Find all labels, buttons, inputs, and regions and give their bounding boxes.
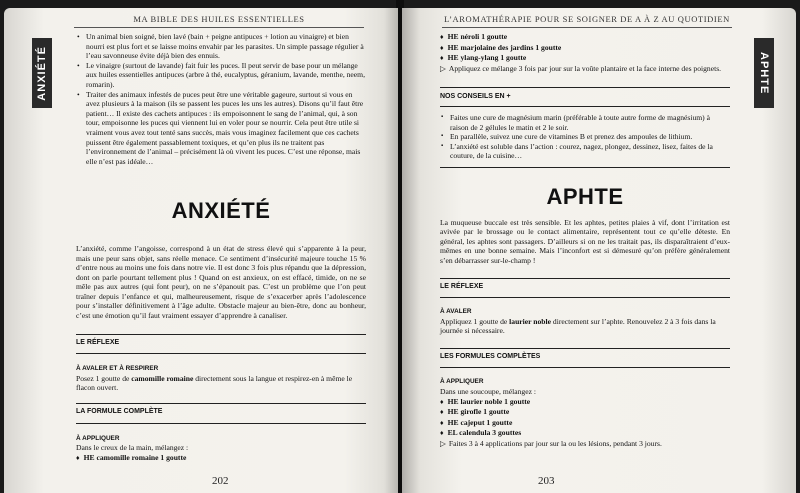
oil-name: camomille romaine <box>131 373 194 383</box>
drop-icon: ♦ <box>76 453 80 462</box>
usage-note <box>440 64 730 74</box>
section-heading-formule: LA FORMULE COMPLÈTE <box>76 403 366 417</box>
note-text: Appliquez ce mélange 3 fois par jour sur la voûte plantaire et la face interne des poignets. <box>448 63 722 73</box>
ingredient <box>76 453 366 464</box>
reflexe-text <box>76 374 366 393</box>
ingredient-label: HE laurier noble 1 goutte <box>447 396 531 406</box>
section-heading-formules: LES FORMULES COMPLÈTES <box>440 348 730 362</box>
divider <box>76 353 366 354</box>
intro-paragraph: La muqueuse buccale est très sensible. Et les aphtes, petites plaies à vif, dont l’irritation est avivée par le brossage ou le contact alimentaire, représentent tout ce qu’elle déteste. En général, les aphtes sont passagers. D’ailleurs si on ne les traitait pas, ils disparaîtraient d’eux-mêmes en une bonne semaine. Mais l’inconfort est si démesuré qu’on préfère généralement s’en débarrasser sur-le-champ ! <box>440 217 730 265</box>
subheading: À AVALER ET À RESPIRER <box>76 365 159 373</box>
usage-note <box>440 439 730 449</box>
drop-icon: ♦ <box>440 429 444 438</box>
ingredient-label: EL calendula 3 gouttes <box>447 428 522 438</box>
drop-icon: ♦ <box>440 33 444 41</box>
ingredient-label: HE marjolaine des jardins 1 goutte <box>447 42 562 52</box>
page-number: 203 <box>538 475 555 487</box>
right-content <box>440 32 730 449</box>
ingredient <box>440 418 730 429</box>
thumb-tab-label: APHTE <box>758 51 770 95</box>
page-number: 202 <box>212 475 229 487</box>
ingredient <box>440 32 730 43</box>
text: Appliquez 1 goutte de <box>440 316 510 326</box>
arrow-icon: ▷ <box>440 439 446 449</box>
subheading: À APPLIQUER <box>76 434 120 442</box>
ingredient-label: HE ylang-ylang 1 goutte <box>447 53 527 63</box>
oil-name: laurier noble <box>509 316 552 326</box>
ingredient <box>440 407 730 418</box>
ingredient <box>440 397 730 408</box>
ingredient <box>440 43 730 54</box>
list-item: • Traiter des animaux infestés de puces peut être une véritable gageure, surtout si vous en avez plusieurs à la maison (ils se passent les puces les uns les autres). Disons qu’il faut être patient… Il existe des cachets antipuces : ils empoisonnent le sang de l’animal, qui, à son tour, empoisonne les puces qui viennent lui en voler pour se nourrir. Cela peut être utile si vraiment vous avez tout tenté sans succès, mais vous imaginez facilement que ces cachets puissent être également passablement toxiques, et qu’en plus ils ne traitent pas l’environnement de l’animal – précisément là où vivent les puces. C’est une réponse, mais elle n’est pas idéale… <box>76 90 366 167</box>
list-item: • Le vinaigre (surtout de lavande) fait fuir les puces. Il peut servir de base pour un mélange aux huiles essentielles antipuces (arbre à thé, eucalyptus, géranium, lavande, menthe, neem, romarin). <box>76 61 366 90</box>
note-text: Faites 3 à 4 applications par jour sur la ou les lésions, pendant 3 jours. <box>448 439 662 449</box>
running-head-right: L’AROMATHÉRAPIE POUR SE SOIGNER DE A À Z AU QUOTIDIEN <box>444 14 730 24</box>
ingredient-label: HE cajeput 1 goutte <box>447 417 513 427</box>
divider <box>440 297 730 298</box>
left-content <box>76 32 366 463</box>
list-item: ▪ L’anxiété est soluble dans l’action : courez, nagez, plongez, dessinez, lisez, faites de la couture, de la cuisine… <box>440 142 730 161</box>
ingredient-label: HE néroli 1 goutte <box>447 32 508 41</box>
list-item: ▪ En parallèle, suivez une cure de vitamines B et prenez des ampoules de lithium. <box>440 132 730 142</box>
drop-icon: ♦ <box>440 418 444 427</box>
thumb-tab-right <box>754 38 774 108</box>
list-item: ▪ Faites une cure de magnésium marin (préférable à toute autre forme de magnésium) à raison de 2 gélules le matin et 2 le soir. <box>440 113 730 132</box>
subheading: À APPLIQUER <box>440 378 484 386</box>
running-head-left: MA BIBLE DES HUILES ESSENTIELLES <box>133 14 305 24</box>
header-rule <box>442 27 732 28</box>
formule-text: Dans une soucoupe, mélangez : <box>440 387 536 397</box>
text: Posez 1 goutte de <box>76 373 132 383</box>
reflexe-text <box>440 317 730 336</box>
thumb-tab-left <box>32 38 52 108</box>
subheading: À AVALER <box>440 308 472 316</box>
section-heading-reflexe: LE RÉFLEXE <box>76 334 366 348</box>
divider <box>76 423 366 424</box>
formule-text: Dans le creux de la main, mélangez : <box>76 443 189 453</box>
ingredient <box>440 53 730 64</box>
right-page <box>402 8 796 493</box>
divider <box>440 367 730 368</box>
text: directement sous la langue et respirez-en à même le flacon ouvert. <box>76 373 353 393</box>
arrow-icon: ▷ <box>440 63 446 73</box>
conseils-box <box>440 87 730 168</box>
drop-icon: ♦ <box>440 54 444 63</box>
page-title: APHTE <box>546 183 624 209</box>
text: directement sur l’aphte. Renouvelez 2 à 3 fois dans la journée si nécessaire. <box>440 316 716 336</box>
divider <box>440 106 730 107</box>
section-heading-reflexe: LE RÉFLEXE <box>440 278 730 292</box>
list-item: • Un animal bien soigné, bien lavé (bain + peigne antipuces + lotion au vinaigre) et bien nourri est plus fort et se laisse moins envahir par les parasites. Un simple passage régulier à l’eau savonneuse évite déjà bien des ennuis. <box>76 32 366 61</box>
thumb-tab-label: ANXIÉTÉ <box>36 45 48 101</box>
intro-paragraph: L’anxiété, comme l’angoisse, correspond à un état de stress élevé qui s’apparente à la peur, mais une peur sans objet, sans réelle menace. Ce sentiment d’insécurité majeure touche 15 % d’entre nous au moins une fois dans notre vie. Il est donc 3 fois plus répandu que la dépression, dont on parle pourtant tellement plus ! Quand on est anxieux, on est effacé, timide, on ne se mêle pas aux autres (qui font peur), on ne s’épanouit pas. C’est un problème que l’on peut traîner depuis l’enfance et qui, malheureusement, risque de s’exacerber après l’adolescence pour s’installer définitivement à l’âge adulte. Obstacle majeur au bien-être, donc au bonheur, c’est une émotion qu’il faut vraiment essayer d’apprendre à canaliser. <box>76 243 366 321</box>
left-page <box>4 8 398 493</box>
intro-bullets <box>76 32 366 166</box>
conseils-heading: NOS CONSEILS EN + <box>440 93 511 101</box>
conseils-list <box>440 113 730 161</box>
drop-icon: ♦ <box>440 397 444 406</box>
ingredient-label: HE camomille romaine 1 goutte <box>83 452 187 462</box>
page-title: ANXIÉTÉ <box>171 198 271 224</box>
ingredient-label: HE girofle 1 goutte <box>447 407 510 417</box>
drop-icon: ♦ <box>440 408 444 417</box>
header-rule <box>74 27 364 28</box>
drop-icon: ♦ <box>440 43 444 52</box>
ingredient <box>440 428 730 439</box>
